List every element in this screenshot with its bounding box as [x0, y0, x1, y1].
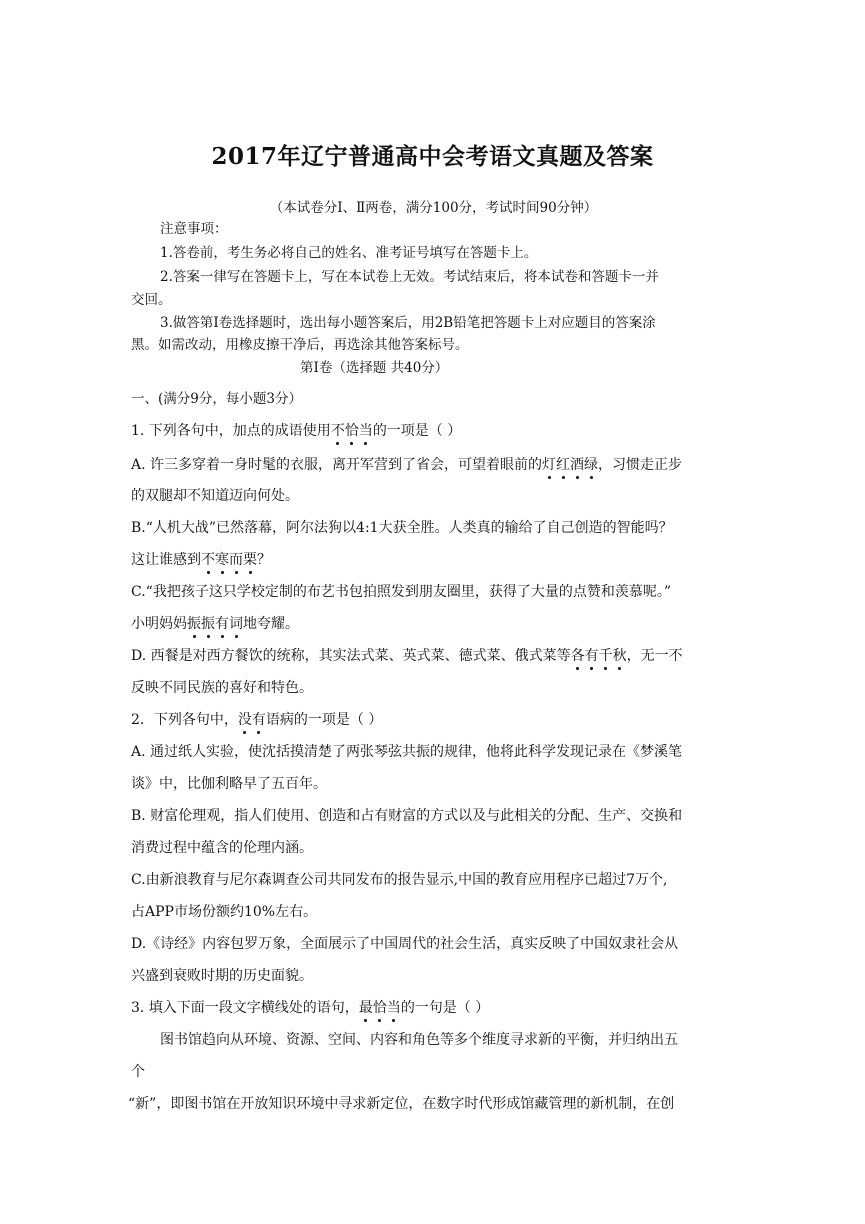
question-2-option-a: A. 通过纸人实验，使沈括摸清楚了两张琴弦共振的规律，他将此科学发现记录在《梦溪笔	[131, 744, 683, 760]
question-3-passage: 图书馆趋向从环境、资源、空间、内容和角色等多个维度寻求新的平衡，并归纳出五	[160, 1032, 678, 1048]
option-text: D. 西餐是对西方餐饮的统称，其实法式菜、英式菜、德式菜、俄式菜等	[131, 648, 571, 664]
emphasis-dot-char: 词	[229, 616, 243, 632]
question-2-option-d-cont: 兴盛到衰败时期的历史面貌。	[131, 968, 313, 984]
question-1-option-b-cont	[131, 550, 736, 570]
question-3-passage-cont: 个	[131, 1064, 145, 1080]
question-3-prefix: 3. 填入下面一段文字横线处的语句，	[131, 1000, 359, 1016]
option-text: 这让谁感到	[131, 552, 201, 568]
emphasis-dot-char: 不	[330, 423, 345, 439]
question-3-emphasis	[359, 1000, 401, 1016]
question-2-option-b: B. 财富伦理观，指人们使用、创造和占有财富的方式以及与此相关的分配、生产、交换和	[131, 808, 683, 824]
emphasis-dot-char: 有	[584, 648, 599, 664]
emphasis-dot-char: 振	[187, 616, 201, 632]
emphasis-dot-char: 恰	[344, 423, 359, 439]
question-2-stem	[131, 710, 736, 730]
question-3-stem	[131, 998, 736, 1018]
option-text: 小明妈妈	[131, 616, 187, 632]
emphasis-dot-char: 酒	[570, 457, 585, 473]
emphasis-dot-char: 振	[201, 616, 215, 632]
exam-info: （本试卷分Ⅰ、Ⅱ两卷，满分100分，考试时间90分钟）	[269, 200, 598, 216]
option-emphasis	[201, 552, 257, 568]
question-1-stem	[131, 421, 736, 441]
option-text: ？	[257, 552, 271, 568]
question-2-option-c-cont: 占APP市场份额约10%左右。	[131, 904, 318, 920]
question-2-option-b-cont: 消费过程中蕴含的伦理内涵。	[131, 840, 313, 856]
emphasis-dot-char: 当	[386, 1000, 401, 1016]
emphasis-dot-char: 千	[598, 648, 613, 664]
emphasis-dot-char: 绿	[584, 457, 599, 473]
option-text: A. 许三多穿着一身时髦的衣服，离开军营到了省会，可望着眼前的	[131, 457, 543, 473]
question-2-option-a-cont: 谈》中，比伽利略早了五百年。	[131, 776, 327, 792]
question-1-option-c: C.“我把孩子这只学校定制的布艺书包拍照发到朋友圈里，获得了大量的点赞和羡慕呢。”	[131, 584, 671, 600]
question-2-suffix: 语病的一项是（ ）	[265, 712, 383, 728]
question-1-option-b: B.“人机大战”已然落幕，阿尔法狗以4:1大获全胜。人类真的输给了自己创造的智能吗？	[131, 520, 673, 536]
emphasis-dot-char: 栗	[243, 552, 257, 568]
option-emphasis	[187, 616, 243, 632]
volume-heading: 第Ⅰ卷（选择题 共40分）	[300, 360, 449, 376]
question-1-option-c-cont	[131, 614, 736, 634]
emphasis-dot-char: 灯	[542, 457, 557, 473]
question-1-emphasis	[331, 423, 373, 439]
notice-heading: 注意事项：	[160, 221, 228, 237]
emphasis-dot-char: 不	[201, 552, 215, 568]
question-2-prefix: 2．下列各句中，	[131, 712, 238, 728]
section-heading: 一、(满分9分，每小题3分）	[131, 391, 302, 407]
emphasis-dot-char: 秋	[612, 648, 627, 664]
question-1-prefix: 1. 下列各句中，加点的成语使用	[131, 423, 331, 439]
question-3-suffix: 的一句是（ ）	[400, 1000, 490, 1016]
emphasis-dot-char: 而	[229, 552, 243, 568]
question-1-option-d	[131, 646, 736, 666]
question-2-emphasis	[238, 712, 266, 728]
option-text: 地夸耀。	[243, 616, 299, 632]
option-emphasis	[571, 648, 627, 664]
emphasis-dot-char: 有	[215, 616, 229, 632]
option-text: ，习惯走正步	[598, 457, 683, 473]
emphasis-dot-char: 当	[358, 423, 373, 439]
emphasis-dot-char: 寒	[215, 552, 229, 568]
emphasis-dot-char: 没	[237, 712, 252, 728]
emphasis-dot-char: 有	[251, 712, 266, 728]
question-1-suffix: 的一项是（ ）	[372, 423, 462, 439]
question-1-option-a	[131, 455, 736, 475]
page-title: 2017年辽宁普通高中会考语文真题及答案	[211, 143, 654, 170]
emphasis-dot-char: 恰	[372, 1000, 387, 1016]
question-3-passage-cont-2: “新”，即图书馆在开放知识环境中寻求新定位，在数字时代形成馆藏管理的新机制，在创	[128, 1096, 675, 1112]
notice-item-2: 2.答案一律写在答题卡上，写在本试卷上无效。考试结束后，将本试卷和答题卡一并	[160, 269, 659, 285]
question-1-option-d-cont: 反映不同民族的喜好和特色。	[131, 680, 313, 696]
notice-item-3: 3.做答第Ⅰ卷选择题时，选出每小题答案后，用2B铅笔把答题卡上对应题目的答案涂	[160, 315, 656, 331]
question-1-option-a-cont: 的双腿却不知道迈向何处。	[131, 488, 299, 504]
emphasis-dot-char: 红	[556, 457, 571, 473]
option-emphasis	[542, 457, 598, 473]
option-text: ，无一不	[626, 648, 683, 664]
notice-item-2-cont: 交回。	[131, 292, 172, 308]
question-2-option-d: D.《诗经》内容包罗万象，全面展示了中国周代的社会生活，真实反映了中国奴隶社会从	[131, 936, 679, 952]
emphasis-dot-char: 各	[570, 648, 585, 664]
emphasis-dot-char: 最	[358, 1000, 373, 1016]
question-2-option-c: C.由新浪教育与尼尔森调查公司共同发布的报告显示,中国的教育应用程序已超过7万个,	[131, 872, 668, 888]
notice-item-1: 1.答卷前，考生务必将自己的姓名、准考证号填写在答题卡上。	[160, 245, 538, 261]
notice-item-3-cont: 黑。如需改动，用橡皮擦干净后，再选涂其他答案标号。	[131, 337, 469, 353]
